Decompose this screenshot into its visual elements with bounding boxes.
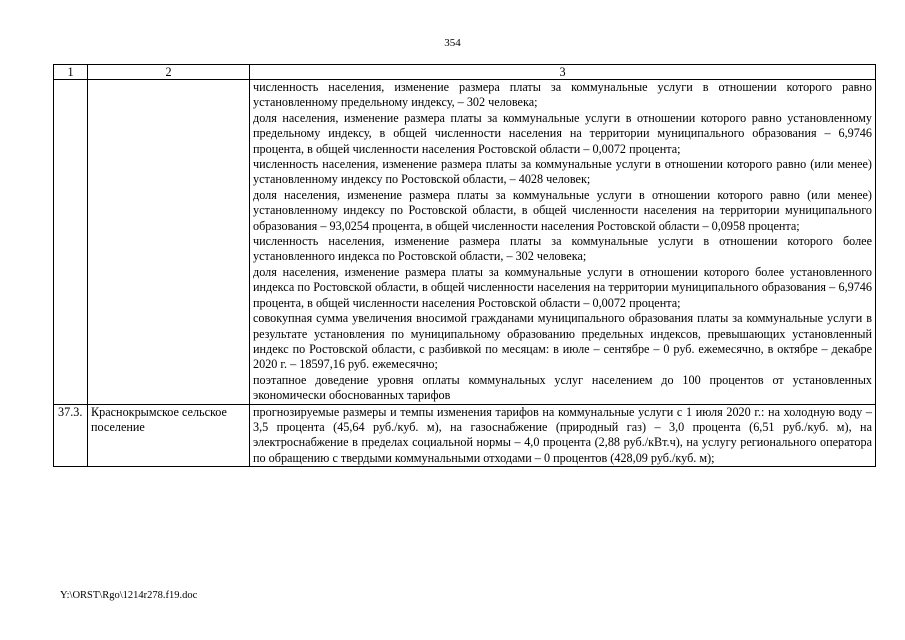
paragraph: доля населения, изменение размера платы за коммунальные услуги в отношении которого равно установленному предельному индексу, в общей численности населения на территории муниципального образования – 6,9746 процента, в общей численности населения Ростовской области – 0,0072 процента; — [253, 110, 872, 156]
row-text-cell — [250, 404, 876, 467]
column-header-3: 3 — [250, 65, 876, 80]
paragraph: поэтапное доведение уровня оплаты коммунальных услуг населением до 100 процентов от установленных экономически обоснованных тарифов — [253, 372, 872, 403]
content-table — [53, 64, 876, 467]
continuation-row — [54, 80, 876, 405]
continuation-name-cell — [88, 80, 250, 405]
paragraph: прогнозируемые размеры и темпы изменения тарифов на коммунальные услуги с 1 июля 2020 г.: на холодную воду – 3,5 процента (45,64 руб./куб. м), на газоснабжение (природный газ) – 3,0 процента (6,51 руб./куб. м), на электроснабжение в пределах социальной нормы – 4,0 процента (2,88 руб./кВт.ч), на услугу регионального оператора по обращению с твердыми коммунальными отходами – 0 процентов (428,09 руб./куб. м); — [253, 404, 872, 465]
settlement-name: Краснокрымское сельское поселение — [88, 404, 250, 467]
paragraph: численность населения, изменение размера платы за коммунальные услуги в отношении которого равно (или менее) установленному индексу по Ростовской области, – 4028 человек; — [253, 157, 872, 187]
row-number: 37.3. — [54, 404, 88, 467]
continuation-number-cell — [54, 80, 88, 405]
header-row — [54, 65, 876, 80]
column-header-2: 2 — [88, 65, 250, 80]
footer-file-path: Y:\ORST\Rgo\1214r278.f19.doc — [60, 590, 198, 601]
paragraph: доля населения, изменение размера платы за коммунальные услуги в отношении которого более установленного индекса по Ростовской области, в общей численности населения на территории муниципального образования – 6,9746 процента, в общей численности населения Ростовской области – 0,0072 процента; — [253, 264, 872, 310]
page-number: 354 — [444, 37, 461, 49]
table-row-37-3 — [54, 404, 876, 467]
paragraph: численность населения, изменение размера платы за коммунальные услуги в отношении которого равно установленному предельному индексу, – 302 человека; — [253, 80, 872, 110]
paragraph: численность населения, изменение размера платы за коммунальные услуги в отношении которого более установленного индекса по Ростовской области, – 302 человека; — [253, 234, 872, 264]
column-header-1: 1 — [54, 65, 88, 80]
paragraph: доля населения, изменение размера платы за коммунальные услуги в отношении которого равно (или менее) установленному индексу по Ростовской области, в общей численности населения на территории муниципального образования – 93,0254 процента, в общей численности населения Ростовской области – 0,0958 процента; — [253, 187, 872, 233]
paragraph: совокупная сумма увеличения вносимой гражданами муниципального образования платы за коммунальные услуги в результате установления по муниципальному образованию предельных индексов, превышающих установленный индекс по Ростовской области, с разбивкой по месяцам: в июле – сентябре – 0 руб. ежемесячно, в октябре – декабре 2020 г. – 18597,16 руб. ежемесячно; — [253, 311, 872, 372]
continuation-text-cell — [250, 80, 876, 405]
